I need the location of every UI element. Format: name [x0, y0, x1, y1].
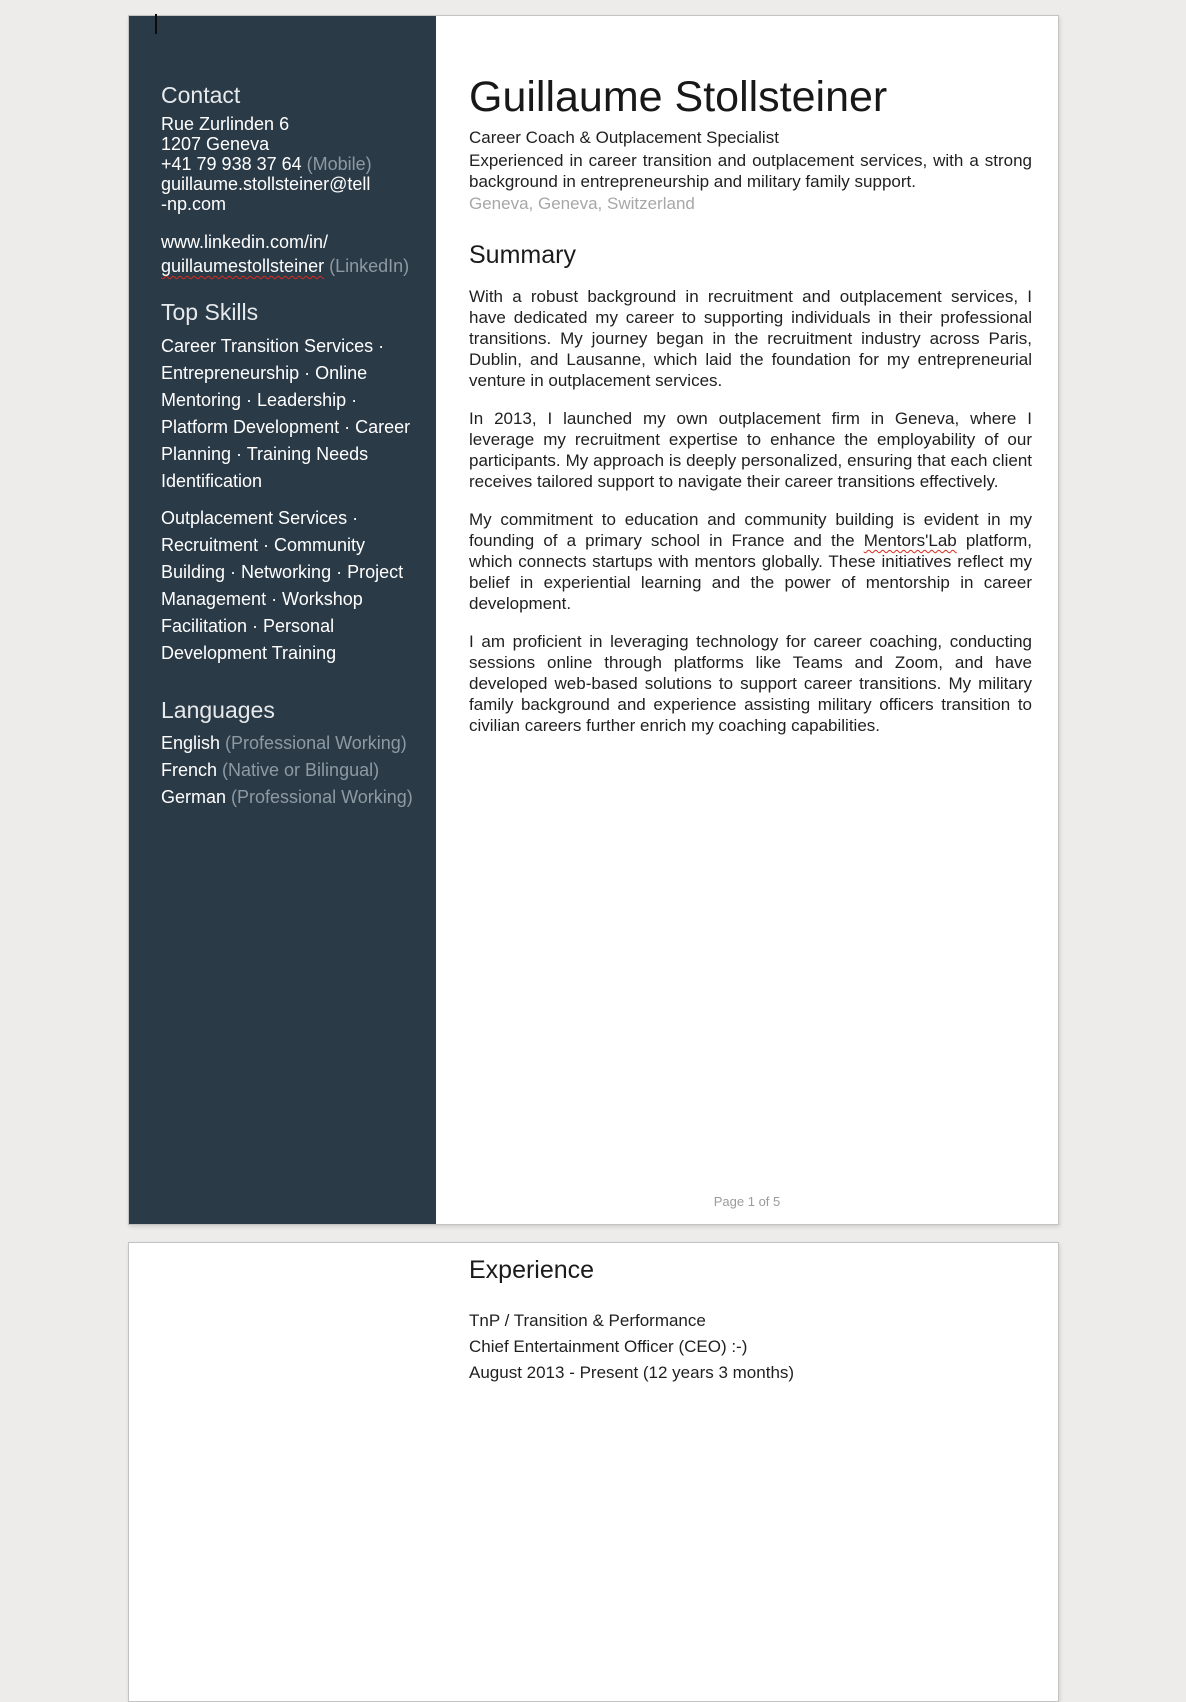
- skill-line: Planning · Training Needs: [161, 444, 369, 464]
- skill-line: Recruitment · Community: [161, 535, 366, 555]
- resume-page-1[interactable]: [128, 15, 1059, 1225]
- summary-paragraph: In 2013, I launched my own outplacement firm in Geneva, where I leverage my recruitment expertise to enhance the employability of our participants. My approach is deeply personalized, ensuring that each client receives tailored support to navigate their career transitions effectively.: [469, 409, 1032, 491]
- skill-line: Building · Networking · Project: [161, 562, 404, 582]
- spellcheck-flagged-word: Mentors'Lab: [863, 531, 957, 550]
- skill-line: Entrepreneurship · Online: [161, 363, 368, 383]
- languages-heading: Languages: [161, 697, 275, 723]
- language-level: (Native or Bilingual): [217, 760, 380, 780]
- experience-role: Chief Entertainment Officer (CEO) :-): [469, 1337, 748, 1356]
- linkedin-label: (LinkedIn): [324, 256, 410, 276]
- language-level: (Professional Working): [220, 733, 407, 753]
- experience-heading: Experience: [469, 1256, 595, 1284]
- summary-paragraph: My commitment to education and community building is evident in my founding of a primary school in France and the Mentors'Lab platform, which connects startups with mentors globally. These initiatives reflect my belief in experiential learning and the power of mentorship in career development.: [469, 510, 1032, 613]
- address-line: Rue Zurlinden 6: [161, 114, 290, 134]
- person-headline: Experienced in career transition and outplacement services, with a strong background in entrepreneurship and military family support.: [469, 151, 1032, 191]
- summary-heading: Summary: [469, 241, 576, 269]
- skill-line: Mentoring · Leadership ·: [161, 390, 358, 410]
- linkedin-block: [161, 230, 410, 278]
- skill-line: Outplacement Services ·: [161, 508, 359, 528]
- skill-line: Development Training: [161, 643, 337, 663]
- text-cursor: [155, 14, 157, 34]
- skill-line: Career Transition Services ·: [161, 336, 385, 356]
- language-level: (Professional Working): [226, 787, 413, 807]
- language-name: French: [161, 760, 218, 780]
- person-title: Career Coach & Outplacement Specialist: [469, 128, 779, 147]
- person-location: Geneva, Geneva, Switzerland: [469, 194, 695, 213]
- experience-dates: August 2013 - Present (12 years 3 months): [469, 1363, 795, 1382]
- linkedin-handle[interactable]: guillaumestollsteiner: [161, 256, 325, 276]
- email-line: guillaume.stollsteiner@tell: [161, 174, 371, 194]
- skills-group-2: [161, 505, 410, 667]
- linkedin-url-line[interactable]: [161, 254, 410, 278]
- language-item: [161, 784, 413, 811]
- skill-line: Identification: [161, 471, 263, 491]
- address-line: 1207 Geneva: [161, 134, 270, 154]
- language-item: [161, 757, 410, 784]
- page-number: Page 1 of 5: [713, 1194, 781, 1209]
- language-item: [161, 730, 410, 757]
- summary-paragraph: I am proficient in leveraging technology for career coaching, conducting sessions online through platforms like Teams and Zoom, and have developed web-based solutions to support career transitions. My military family background and experience assisting military officers transition to civilian careers further enrich my coaching capabilities.: [469, 632, 1032, 735]
- sidebar: [129, 16, 436, 1224]
- skill-line: Facilitation · Personal: [161, 616, 335, 636]
- contact-block: [161, 114, 410, 214]
- resume-page-2[interactable]: [128, 1242, 1059, 1702]
- main-content: [436, 16, 1058, 1224]
- language-name: English: [161, 733, 221, 753]
- linkedin-url-line[interactable]: www.linkedin.com/in/: [161, 232, 329, 252]
- top-skills-heading: Top Skills: [161, 299, 259, 325]
- phone-line: +41 79 938 37 64 (Mobile): [161, 154, 372, 174]
- email-line: -np.com: [161, 194, 227, 214]
- person-name: Guillaume Stollsteiner: [469, 73, 888, 121]
- skills-group-1: [161, 333, 410, 495]
- languages-list: [161, 730, 413, 811]
- contact-heading: Contact: [161, 82, 241, 108]
- phone-label: (Mobile): [301, 154, 372, 174]
- experience-section: [129, 1243, 1058, 1386]
- summary-paragraph: With a robust background in recruitment and outplacement services, I have dedicated my career to supporting individuals in their professional transitions. My journey began in the recruitment industry across Paris, Dublin, and Lausanne, which laid the foundation for my entrepreneurial venture in outplacement services.: [469, 287, 1032, 390]
- experience-company: TnP / Transition & Performance: [469, 1311, 706, 1330]
- skill-line: Platform Development · Career: [161, 417, 411, 437]
- language-name: German: [161, 787, 227, 807]
- skill-line: Management · Workshop: [161, 589, 363, 609]
